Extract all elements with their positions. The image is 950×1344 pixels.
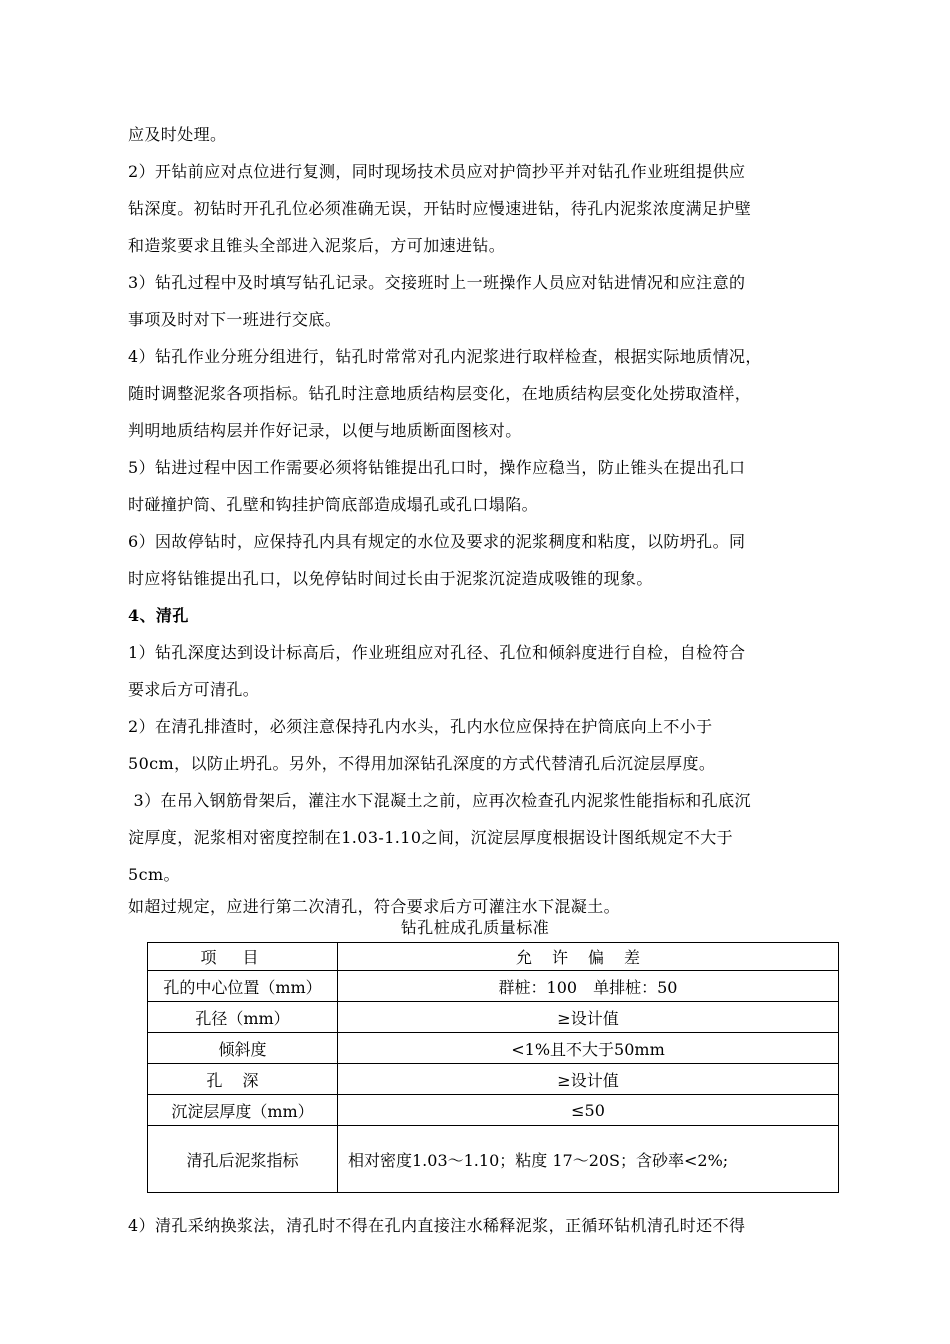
row-value: <1%且不大于50mm	[338, 1033, 839, 1064]
text-line: 4）清孔采纳换浆法，清孔时不得在孔内直接注水稀释泥浆，正循环钻机清孔时还不得	[128, 1216, 746, 1235]
text-line: 2）在清孔排渣时，必须注意保持孔内水头，孔内水位应保持在护筒底向上不小于	[128, 717, 713, 736]
table-row	[148, 1002, 839, 1033]
section-heading: 4、清孔	[128, 606, 189, 625]
row-value: ≥设计值	[338, 1002, 839, 1033]
row-value: 相对密度1.03～1.10；粘度 17～20S；含砂率<2%;	[338, 1126, 839, 1193]
text-line: 应及时处理。	[128, 125, 227, 144]
table-row	[148, 971, 839, 1002]
table-row	[148, 1126, 839, 1193]
text-line: 时应将钻锥提出孔口，以免停钻时间过长由于泥浆沉淀造成吸锥的现象。	[128, 569, 653, 588]
row-value: 群桩：100 单排桩：50	[338, 971, 839, 1002]
header-item: 项目	[148, 943, 338, 971]
table-row	[148, 1095, 839, 1126]
text-line: 要求后方可清孔。	[128, 680, 260, 699]
table-caption: 钻孔桩成孔质量标准	[400, 918, 550, 937]
table-header-row	[148, 943, 839, 971]
quality-standard-table	[147, 942, 839, 1193]
row-label: 孔的中心位置（mm）	[148, 971, 338, 1002]
text-line: 6）因故停钻时，应保持孔内具有规定的水位及要求的泥浆稠度和粘度，以防坍孔。同	[128, 532, 746, 551]
row-label: 沉淀层厚度（mm）	[148, 1095, 338, 1126]
text-line: 5cm。	[128, 865, 180, 884]
row-value: ≥设计值	[338, 1064, 839, 1095]
text-line: 事项及时对下一班进行交底。	[128, 310, 342, 329]
text-line: 3）钻孔过程中及时填写钻孔记录。交接班时上一班操作人员应对钻进情况和应注意的	[128, 273, 746, 292]
row-label: 孔径（mm）	[148, 1002, 338, 1033]
text-line: 1）钻孔深度达到设计标高后，作业班组应对孔径、孔位和倾斜度进行自检，自检符合	[128, 643, 746, 662]
text-line: 5）钻进过程中因工作需要必须将钻锥提出孔口时，操作应稳当，防止锥头在提出孔口	[128, 458, 746, 477]
text-line: 钻深度。初钻时开孔孔位必须准确无误，开钻时应慢速进钻，待孔内泥浆浓度满足护壁	[128, 199, 752, 218]
text-line: 2）开钻前应对点位进行复测，同时现场技术员应对护筒抄平并对钻孔作业班组提供应	[128, 162, 746, 181]
table-row	[148, 1064, 839, 1095]
text-line: 和造浆要求且锥头全部进入泥浆后，方可加速进钻。	[128, 236, 506, 255]
text-line: 淀厚度，泥浆相对密度控制在1.03-1.10之间，沉淀层厚度根据设计图纸规定不大于	[128, 828, 734, 847]
text-line: 时碰撞护筒、孔壁和钩挂护筒底部造成塌孔或孔口塌陷。	[128, 495, 539, 514]
row-value: ≤50	[338, 1095, 839, 1126]
text-line: 3）在吊入钢筋骨架后，灌注水下混凝土之前，应再次检查孔内泥浆性能指标和孔底沉	[128, 791, 751, 810]
text-line: 4）钻孔作业分班分组进行，钻孔时常常对孔内泥浆进行取样检查，根据实际地质情况，	[128, 347, 762, 366]
text-line: 50cm，以防止坍孔。另外，不得用加深钻孔深度的方式代替清孔后沉淀层厚度。	[128, 754, 716, 773]
row-label: 孔深	[148, 1064, 338, 1095]
text-line: 如超过规定，应进行第二次清孔，符合要求后方可灌注水下混凝土。	[128, 897, 621, 916]
header-tolerance: 允许偏差	[338, 943, 839, 971]
text-line: 判明地质结构层并作好记录，以便与地质断面图核对。	[128, 421, 522, 440]
text-line: 随时调整泥浆各项指标。钻孔时注意地质结构层变化，在地质结构层变化处捞取渣样，	[128, 384, 752, 403]
table-row	[148, 1033, 839, 1064]
row-label: 清孔后泥浆指标	[148, 1126, 338, 1193]
row-label: 倾斜度	[148, 1033, 338, 1064]
